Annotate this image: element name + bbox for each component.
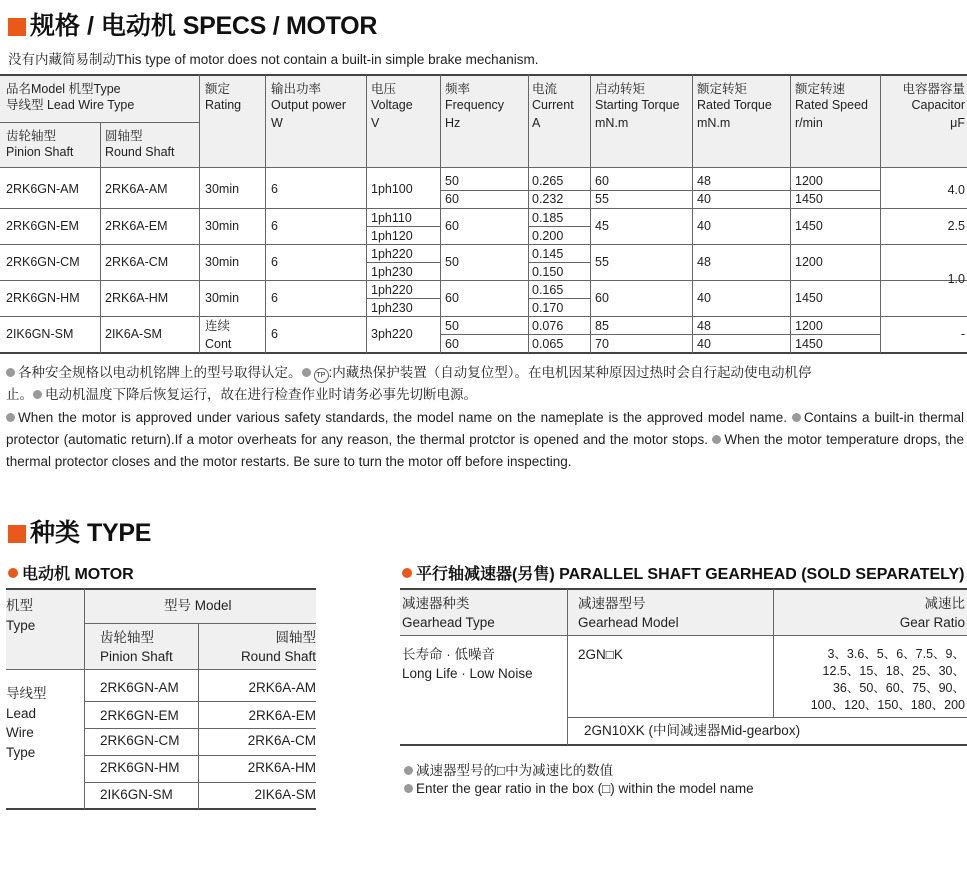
bullet-icon (302, 368, 311, 377)
hdr-rating: 额定 (205, 82, 231, 96)
hdr-voltage: 电压 (371, 82, 397, 96)
specs-notes: 各种安全规格以电动机铭牌上的型号取得认定。 TP :内藏热保护装置（自动复位型）。在电机因某种原因过热时会自行起动使电动机停 止。 电动机温度下降后恢复运行，故在进行检查作业时请务必事先切断电源。 When the motor is approved under various safety standards, the model name on the nameplate is the approved model name. Contains a built-in thermal protector (automatic return).If a motor overheats for any reason, the thermal protctor is opened and the motor stops. When the motor temperature drops, the thermal protector closes and the motor restarts. Be sure to turn the motor off before inspecting. (6, 365, 965, 469)
bullet-icon (404, 766, 413, 775)
gear-ratio-line-4: 100、120、150、180、200 (810, 698, 965, 712)
hdr-current: 电流 (532, 82, 558, 96)
row3-round: 2RK6A-CM (105, 255, 169, 269)
square-bullet-icon (8, 525, 26, 543)
mid-gearbox: 2GN10XK (中间减速器Mid-gearbox) (584, 723, 801, 738)
row2-pinion: 2RK6GN-EM (6, 219, 79, 233)
gearhead-note-cn: 减速器型号的□中为减速比的数值 (404, 759, 613, 779)
gearhead-note-en: Enter the gear ratio in the box (□) within the model name (404, 781, 754, 796)
orange-bullet-icon (402, 568, 412, 578)
bullet-icon (404, 784, 413, 793)
hdr-pinion: 齿轮轴型 (6, 129, 57, 143)
hdr-power: 输出功率 (271, 82, 322, 96)
row3-pinion: 2RK6GN-CM (6, 255, 80, 269)
type-title: 种类 TYPE (8, 513, 151, 549)
hdr-pinion-en: Pinion Shaft (6, 145, 74, 159)
hdr-rated-speed: 额定转速 (795, 82, 846, 96)
hdr-round: 圆轴型 (105, 129, 143, 143)
row1-round: 2RK6A-AM (105, 182, 168, 196)
brake-note: 没有内藏简易制动This type of motor does not contain a built-in simple brake mechanism. (8, 52, 539, 67)
orange-bullet-icon (8, 568, 18, 578)
gear-ratio-line-2: 12.5、15、18、25、30、 (822, 664, 965, 678)
square-bullet-icon (8, 18, 26, 36)
hdr-model-en: 导线型 Lead Wire Type (6, 98, 135, 112)
row5-round: 2IK6A-SM (105, 327, 162, 341)
model-header: 型号 Model (164, 598, 232, 613)
hdr-round-en: Round Shaft (105, 145, 175, 159)
bullet-icon (792, 413, 801, 422)
bullet-icon (6, 413, 15, 422)
row4-pinion: 2RK6GN-HM (6, 291, 80, 305)
hdr-model: 品名Model 机型Type (6, 82, 121, 96)
gearhead-subtitle: 平行轴减速器(另售) PARALLEL SHAFT GEARHEAD (SOLD SEPARATELY) (402, 561, 964, 584)
gear-ratio-line-3: 36、50、60、75、90、 (832, 681, 965, 695)
row1-pinion: 2RK6GN-AM (6, 182, 79, 196)
bullet-icon (712, 435, 721, 444)
gearhead-model-value: 2GN□K (578, 647, 623, 662)
hdr-frequency: 频率 (445, 82, 471, 96)
gear-ratio-line-1: 3、3.6、5、6、7.5、9、 (827, 647, 965, 661)
bullet-icon (33, 390, 42, 399)
bullet-icon (6, 368, 15, 377)
hdr-capacitor: 电容器容量 (902, 82, 965, 96)
hdr-rated-torque: 额定转矩 (697, 82, 748, 96)
hdr-starting-torque: 启动转矩 (595, 82, 646, 96)
row4-round: 2RK6A-HM (105, 291, 169, 305)
row5-pinion: 2IK6GN-SM (6, 327, 74, 341)
motor-subtitle: 电动机 MOTOR (8, 561, 134, 584)
row2-round: 2RK6A-EM (105, 219, 168, 233)
thermal-protector-icon: TP (314, 368, 329, 383)
specs-title: 规格 / 电动机 SPECS / MOTOR (8, 6, 377, 42)
